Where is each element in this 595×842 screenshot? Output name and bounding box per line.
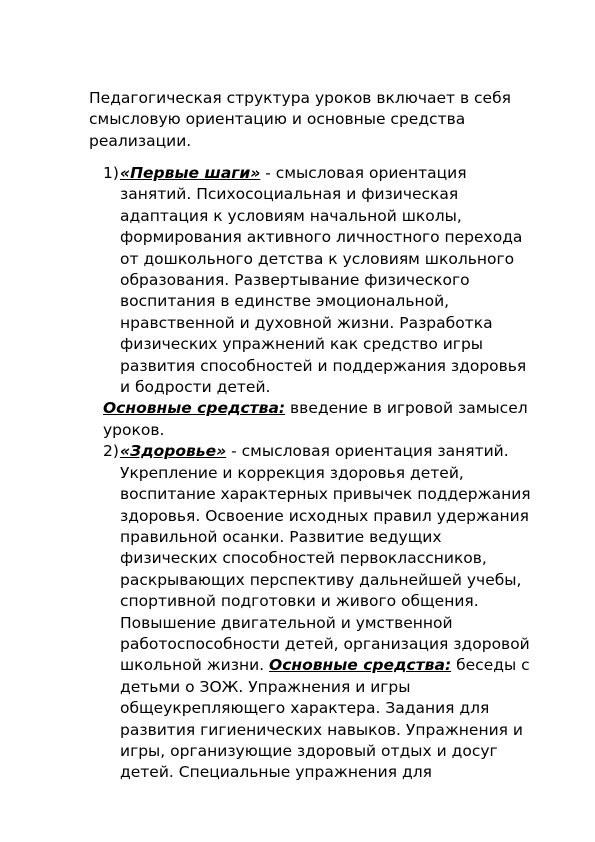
list-item-health: [103, 441, 563, 784]
numbered-list: [103, 163, 563, 784]
means-text: беседы с детьми о ЗОЖ. Упражнения и игры общеукрепляющего характера. Задания для развития гигиенических навыков. Упражнения и игры, организующие здоровый отдых и досуг детей. Специальные упражнения для: [120, 656, 530, 782]
item-title: «Здоровье»: [120, 442, 227, 461]
item-number: 1): [103, 164, 119, 182]
item-body: - смысловая ориентация занятий. Психосоциальная и физическая адаптация к условиям начальной школы, формирования активного личностного перехода от дошкольного детства к условиям школьного образования. Развертывание физического воспитания в единстве эмоциональной, нравственной и духовной жизни. Разработка физических упражнений как средство игры развития способностей и поддержания здоровья и бодрости детей.: [120, 164, 527, 397]
list-item-first-steps: [103, 163, 563, 398]
item-body: - смысловая ориентация занятий. Укрепление и коррекция здоровья детей, воспитание характерных привычек поддержания здоровья. Освоение исходных правил удержания правильной осанки. Развитие ведущих физических способностей первоклассников, раскрывающих перспективу дальнейшей учебы, спортивной подготовки и живого общения. Повышение двигательной и умственной работоспособности детей, организация здоровой школьной жизни.: [120, 442, 531, 675]
item-title: «Первые шаги»: [120, 164, 261, 182]
intro-paragraph: Педагогическая структура уроков включает в себя смысловую ориентацию и основные средства реализации.: [89, 89, 511, 150]
item-means: [103, 398, 563, 441]
means-label: Основные средства:: [269, 656, 452, 675]
means-label: Основные средства:: [103, 399, 286, 418]
item-number: 2): [103, 442, 119, 461]
means-text: введение в игровой замысел уроков.: [103, 399, 528, 439]
